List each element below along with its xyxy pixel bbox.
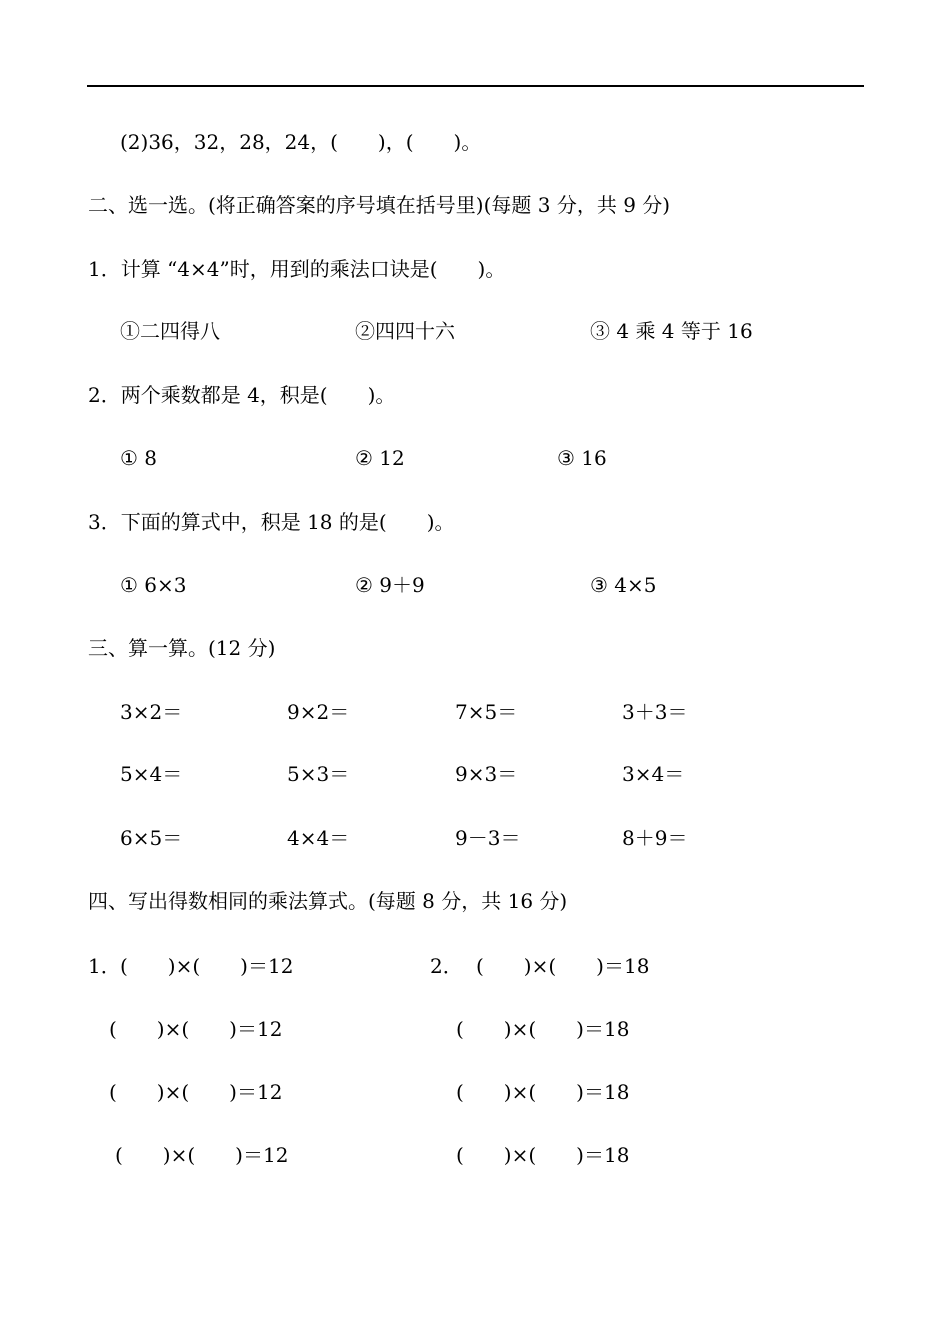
calc-problem: 9×2＝ [287, 700, 350, 724]
q2-option-3: ③ 16 [557, 446, 607, 470]
s4-right-equation: ( )×( )＝18 [456, 1143, 630, 1167]
q3-stem: 3．下面的算式中，积是 18 的是( )。 [88, 510, 455, 534]
s4-right-equation: ( )×( )＝18 [456, 1080, 630, 1104]
q1-stem: 1．计算 “4×4”时，用到的乘法口诀是( )。 [88, 257, 506, 281]
q2-stem: 2．两个乘数都是 4，积是( )。 [88, 383, 396, 407]
q1-option-1: ①二四得八 [120, 319, 220, 343]
q2-option-1: ① 8 [120, 446, 158, 470]
calc-problem: 8＋9＝ [622, 826, 688, 850]
q1-option-2: ②四四十六 [355, 319, 455, 343]
section-3-heading: 三、算一算。(12 分) [88, 636, 276, 660]
calc-problem: 6×5＝ [120, 826, 183, 850]
calc-problem: 5×4＝ [120, 762, 183, 786]
calc-problem: 4×4＝ [287, 826, 350, 850]
q3-option-2: ② 9＋9 [355, 573, 425, 597]
s4-right-equation: ( )×( )＝18 [456, 1017, 630, 1041]
q3-option-3: ③ 4×5 [590, 573, 657, 597]
section-2-heading: 二、选一选。(将正确答案的序号填在括号里)(每题 3 分，共 9 分) [88, 193, 671, 217]
s4-left-equation: ( )×( )＝12 [115, 1143, 289, 1167]
s4-left-equation: ( )×( )＝12 [120, 954, 294, 978]
s4-right-equation: ( )×( )＝18 [476, 954, 650, 978]
s4-left-equation: ( )×( )＝12 [109, 1017, 283, 1041]
calc-problem: 3×2＝ [120, 700, 183, 724]
calc-problem: 9－3＝ [455, 826, 521, 850]
q1-option-3: ③ 4 乘 4 等于 16 [590, 319, 753, 343]
q3-option-1: ① 6×3 [120, 573, 187, 597]
header-rule [87, 85, 864, 87]
s4-left-equation: ( )×( )＝12 [109, 1080, 283, 1104]
calc-problem: 3＋3＝ [622, 700, 688, 724]
sequence-item-2: (2)36，32，28，24，( )，( )。 [120, 130, 482, 154]
q2-option-2: ② 12 [355, 446, 405, 470]
s4-q2-label: 2． [430, 954, 463, 978]
calc-problem: 7×5＝ [455, 700, 518, 724]
s4-q1-label: 1． [88, 954, 121, 978]
calc-problem: 9×3＝ [455, 762, 518, 786]
section-4-heading: 四、写出得数相同的乘法算式。(每题 8 分，共 16 分) [88, 889, 568, 913]
calc-problem: 3×4＝ [622, 762, 685, 786]
calc-problem: 5×3＝ [287, 762, 350, 786]
